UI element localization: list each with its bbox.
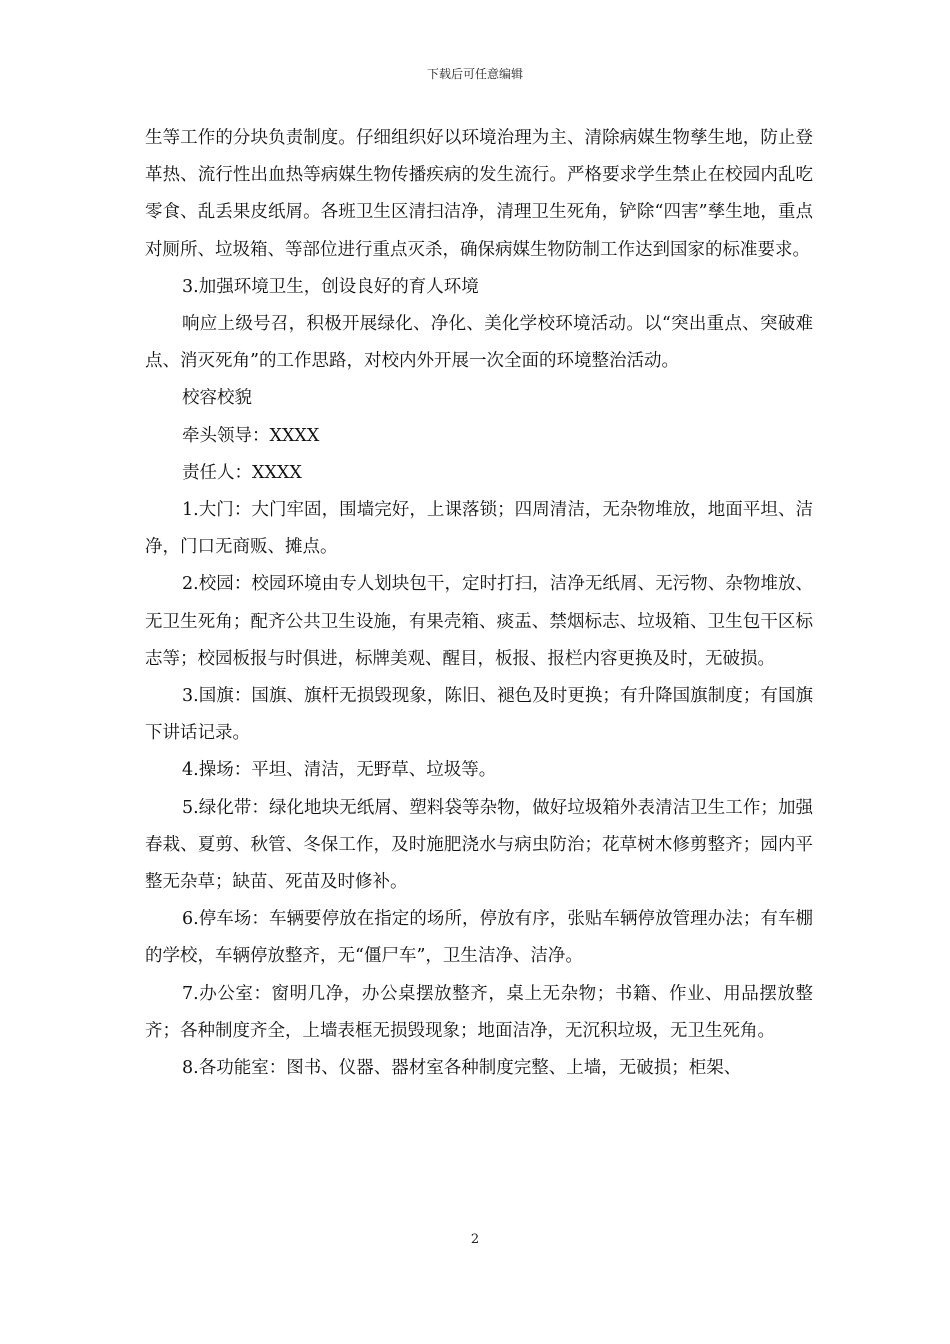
- paragraph: 响应上级号召，积极开展绿化、净化、美化学校环境活动。以“突出重点、突破难点、消灭死角”的工作思路，对校内外开展一次全面的环境整治活动。: [145, 314, 813, 372]
- responsible-person-line: 责任人：XXXX: [182, 462, 302, 483]
- document-body: [145, 120, 813, 1087]
- page-number: 2: [470, 1232, 480, 1247]
- paragraph: 生等工作的分块负责制度。仔细组织好以环境治理为主、清除病媒生物孳生地，防止登革热、流行性出血热等病媒生物传播疾病的发生流行。严格要求学生禁止在校园内乱吃零食、乱丢果皮纸屑。各班卫生区清扫洁净，清理卫生死角，铲除“四害”孳生地，重点对厕所、垃圾箱、等部位进行重点灭杀，确保病媒生物防制工作达到国家的标准要求。: [145, 128, 813, 260]
- list-item: 4.操场：平坦、清洁，无野草、垃圾等。: [182, 760, 497, 781]
- list-item: 1.大门：大门牢固，围墙完好，上课落锁；四周清洁，无杂物堆放，地面平坦、洁净，门口无商贩、摊点。: [145, 500, 813, 558]
- list-item: 7.办公室：窗明几净，办公桌摆放整齐，桌上无杂物；书籍、作业、用品摆放整齐；各种制度齐全，上墙表框无损毁现象；地面洁净，无沉积垃圾，无卫生死角。: [145, 983, 813, 1041]
- list-item: 5.绿化带：绿化地块无纸屑、塑料袋等杂物，做好垃圾箱外表清洁卫生工作；加强春栽、夏剪、秋管、冬保工作，及时施肥浇水与病虫防治；花草树木修剪整齐；园内平整无杂草；缺苗、死苗及时修补。: [145, 797, 813, 893]
- list-item: 2.校园：校园环境由专人划块包干，定时打扫，洁净无纸屑、无污物、杂物堆放、无卫生死角；配齐公共卫生设施，有果壳箱、痰盂、禁烟标志、垃圾箱、卫生包干区标志等；校园板报与时俱进，标牌美观、醒目，板报、报栏内容更换及时，无破损。: [145, 574, 813, 669]
- section-heading: 3.加强环境卫生，创设良好的育人环境: [182, 276, 479, 297]
- list-item: 6.停车场：车辆要停放在指定的场所，停放有序，张贴车辆停放管理办法；有车棚的学校，车辆停放整齐，无“僵尸车”，卫生洁净、洁净。: [145, 909, 813, 967]
- list-item: 8.各功能室：图书、仪器、器材室各种制度完整、上墙，无破损；柜架、: [182, 1058, 742, 1079]
- subsection-title: 校容校貌: [182, 388, 252, 409]
- page-header: 下载后可任意编辑: [426, 67, 523, 81]
- list-item: 3.国旗：国旗、旗杆无损毁现象，陈旧、褪色及时更换；有升降国旗制度；有国旗下讲话记录。: [145, 686, 813, 744]
- lead-leader-line: 牵头领导：XXXX: [182, 425, 320, 446]
